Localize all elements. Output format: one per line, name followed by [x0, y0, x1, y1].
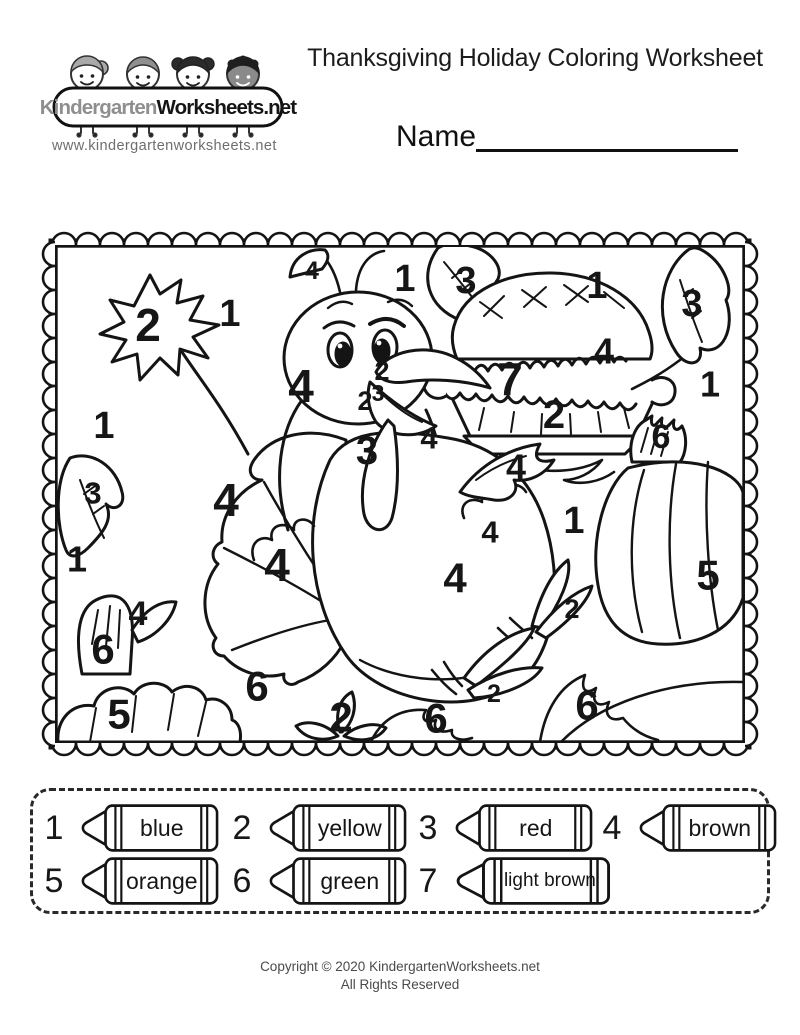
scene-number-2: 2 [374, 356, 390, 386]
scallop [484, 743, 508, 755]
scallop [652, 233, 676, 245]
scene-number-1: 1 [586, 265, 608, 307]
scene-number-1: 1 [66, 538, 88, 580]
scallop [388, 233, 412, 245]
scallop [556, 233, 580, 245]
scallop [43, 290, 55, 314]
scallop [76, 233, 100, 245]
key-item-4 [597, 802, 779, 854]
scene-number-1: 1 [699, 363, 721, 405]
scallop [745, 650, 757, 674]
scallop [292, 233, 316, 245]
scallop [745, 506, 757, 530]
scallop [43, 458, 55, 482]
scene-number-5: 5 [696, 551, 720, 599]
scallop [745, 410, 757, 434]
crayon-icon [447, 855, 613, 907]
scallop [724, 743, 748, 755]
footer-rights: All Rights Reserved [340, 977, 460, 992]
crayon-icon [261, 855, 409, 907]
kindergartenworksheets-logo [39, 36, 297, 140]
scallop [745, 266, 757, 290]
name-row [396, 122, 738, 152]
scallop [745, 554, 757, 578]
key-number: 5 [44, 862, 64, 900]
scallop [43, 698, 55, 722]
scallop [340, 233, 364, 245]
scallop [745, 314, 757, 338]
scallop [676, 743, 700, 755]
crayon-icon [631, 802, 779, 854]
scallop [220, 743, 244, 755]
crayon-color-label: green [320, 867, 380, 894]
scallop [43, 506, 55, 530]
key-item-6 [227, 855, 409, 907]
scallop [244, 233, 268, 245]
key-item-7 [413, 855, 613, 907]
scallop [364, 233, 388, 245]
key-item-5 [39, 855, 221, 907]
scallop [745, 578, 757, 602]
scallop [580, 233, 604, 245]
scene-number-2: 2 [329, 693, 353, 741]
scallop [532, 233, 556, 245]
scallop [52, 233, 76, 245]
scallop [724, 233, 748, 245]
scallop [196, 743, 220, 755]
scallop [148, 743, 172, 755]
coloring-scene [40, 230, 760, 758]
key-item-1 [39, 802, 221, 854]
scallop [745, 530, 757, 554]
scallop [43, 386, 55, 410]
scallop [43, 338, 55, 362]
scene-number-4: 4 [420, 420, 438, 456]
scallop [43, 554, 55, 578]
crayon-color-label: light brown [503, 870, 596, 891]
crayon-icon [261, 802, 409, 854]
scallop [745, 434, 757, 458]
scallop [43, 530, 55, 554]
crayon-icon [73, 855, 221, 907]
scallop [43, 578, 55, 602]
key-number: 4 [602, 809, 622, 847]
scene-number-6: 6 [575, 681, 599, 729]
scene-number-4: 4 [213, 474, 239, 526]
key-item-2 [227, 802, 409, 854]
coloring-picture-frame [40, 230, 760, 758]
scallop [436, 233, 460, 245]
scallop [508, 233, 532, 245]
scallop [628, 743, 652, 755]
scallop [412, 743, 436, 755]
scene-number-1: 1 [563, 500, 585, 542]
scene-number-4: 4 [443, 554, 467, 602]
scene-number-3: 3 [355, 429, 379, 473]
crayon-color-label: blue [140, 814, 184, 841]
scene-number-4: 4 [264, 539, 290, 591]
scallop [364, 743, 388, 755]
scallop [532, 743, 556, 755]
logo-kids-legs [77, 126, 252, 137]
scene-number-4: 4 [593, 330, 615, 372]
scallop [148, 233, 172, 245]
scallop [268, 743, 292, 755]
scallop [43, 602, 55, 626]
key-number: 2 [232, 809, 252, 847]
scallop [220, 233, 244, 245]
scallop [652, 743, 676, 755]
scallop [580, 743, 604, 755]
footer [0, 958, 800, 994]
scene-number-1: 1 [394, 258, 416, 300]
scallop [76, 743, 100, 755]
scallop [52, 743, 76, 755]
scene-number-4: 4 [128, 595, 148, 633]
scallop [172, 743, 196, 755]
scallop [745, 458, 757, 482]
scene-number-4: 4 [505, 446, 527, 488]
scene-number-3: 3 [455, 260, 477, 302]
scene-number-7: 7 [497, 353, 523, 405]
scallop [316, 743, 340, 755]
logo-url: www.kindergartenworksheets.net [52, 138, 277, 154]
scallop [556, 743, 580, 755]
scene-number-6: 6 [424, 694, 448, 742]
scallop [484, 233, 508, 245]
scallop [316, 233, 340, 245]
scallop [700, 233, 724, 245]
scene-number-6: 6 [245, 662, 269, 710]
crayon-color-label: brown [688, 814, 752, 841]
name-label: Name [396, 120, 477, 153]
scene-number-4: 4 [481, 514, 499, 550]
crayon-icon [447, 802, 595, 854]
scallop [745, 602, 757, 626]
scene-number-6: 6 [651, 418, 671, 456]
scallop [43, 722, 55, 746]
scallop [745, 482, 757, 506]
scallop [460, 233, 484, 245]
scene-number-3: 3 [84, 475, 102, 511]
scene-number-3: 3 [371, 380, 385, 406]
scallop [100, 743, 124, 755]
crayon-color-label: orange [125, 867, 198, 894]
scallop [268, 233, 292, 245]
key-number: 7 [418, 862, 438, 900]
scallop [292, 743, 316, 755]
scene-number-4: 4 [288, 360, 314, 412]
scallop [100, 233, 124, 245]
scene-number-2: 2 [542, 393, 566, 437]
scallop [172, 233, 196, 245]
scallop [745, 242, 757, 266]
scallop [244, 743, 268, 755]
scallop [745, 386, 757, 410]
scallop [460, 743, 484, 755]
scallop [745, 338, 757, 362]
page-title: Thanksgiving Holiday Coloring Worksheet [307, 44, 763, 72]
scallop [745, 290, 757, 314]
scallop [745, 722, 757, 746]
footer-copyright: Copyright © 2020 KindergartenWorksheets.net [260, 959, 540, 974]
scallop [745, 674, 757, 698]
key-number: 6 [232, 862, 252, 900]
crayon-icon [73, 802, 221, 854]
scallop [43, 266, 55, 290]
scallop [43, 242, 55, 266]
scallop [436, 743, 460, 755]
scallop [388, 743, 412, 755]
scallop [628, 233, 652, 245]
scallop [43, 410, 55, 434]
scallop [43, 362, 55, 386]
scallop [676, 233, 700, 245]
scallop [604, 743, 628, 755]
crayon-color-label: yellow [317, 814, 382, 841]
scene-number-6: 6 [91, 625, 115, 673]
scallop [196, 233, 220, 245]
name-blank-line [476, 122, 738, 152]
scene-number-2: 2 [564, 594, 580, 624]
scallop [412, 233, 436, 245]
scallop [43, 482, 55, 506]
scallop [124, 233, 148, 245]
scallop [43, 650, 55, 674]
scallop [43, 626, 55, 650]
scallop [745, 626, 757, 650]
scene-number-5: 5 [107, 690, 131, 738]
scallop [745, 362, 757, 386]
scene-number-4: 4 [305, 257, 319, 285]
logo-kids [71, 56, 259, 91]
scallop [124, 743, 148, 755]
scallop [745, 698, 757, 722]
scene-number-1: 1 [93, 405, 115, 447]
scene-number-1: 1 [219, 293, 241, 335]
key-number: 3 [418, 809, 438, 847]
scallop [43, 674, 55, 698]
key-item-3 [413, 802, 595, 854]
scallop [43, 314, 55, 338]
hay-pile [58, 683, 241, 742]
scallop [340, 743, 364, 755]
scallop [604, 233, 628, 245]
scene-number-2: 2 [357, 386, 373, 416]
scallop [508, 743, 532, 755]
color-key-box [30, 788, 770, 914]
scene-number-3: 3 [681, 283, 703, 325]
scene-number-2: 2 [135, 299, 161, 351]
scallop [700, 743, 724, 755]
scallop [43, 434, 55, 458]
crayon-color-label: red [519, 814, 553, 841]
scene-number-2: 2 [487, 680, 501, 708]
logo-brand-text: KindergartenWorksheets.net [39, 96, 297, 119]
key-number: 1 [44, 809, 64, 847]
